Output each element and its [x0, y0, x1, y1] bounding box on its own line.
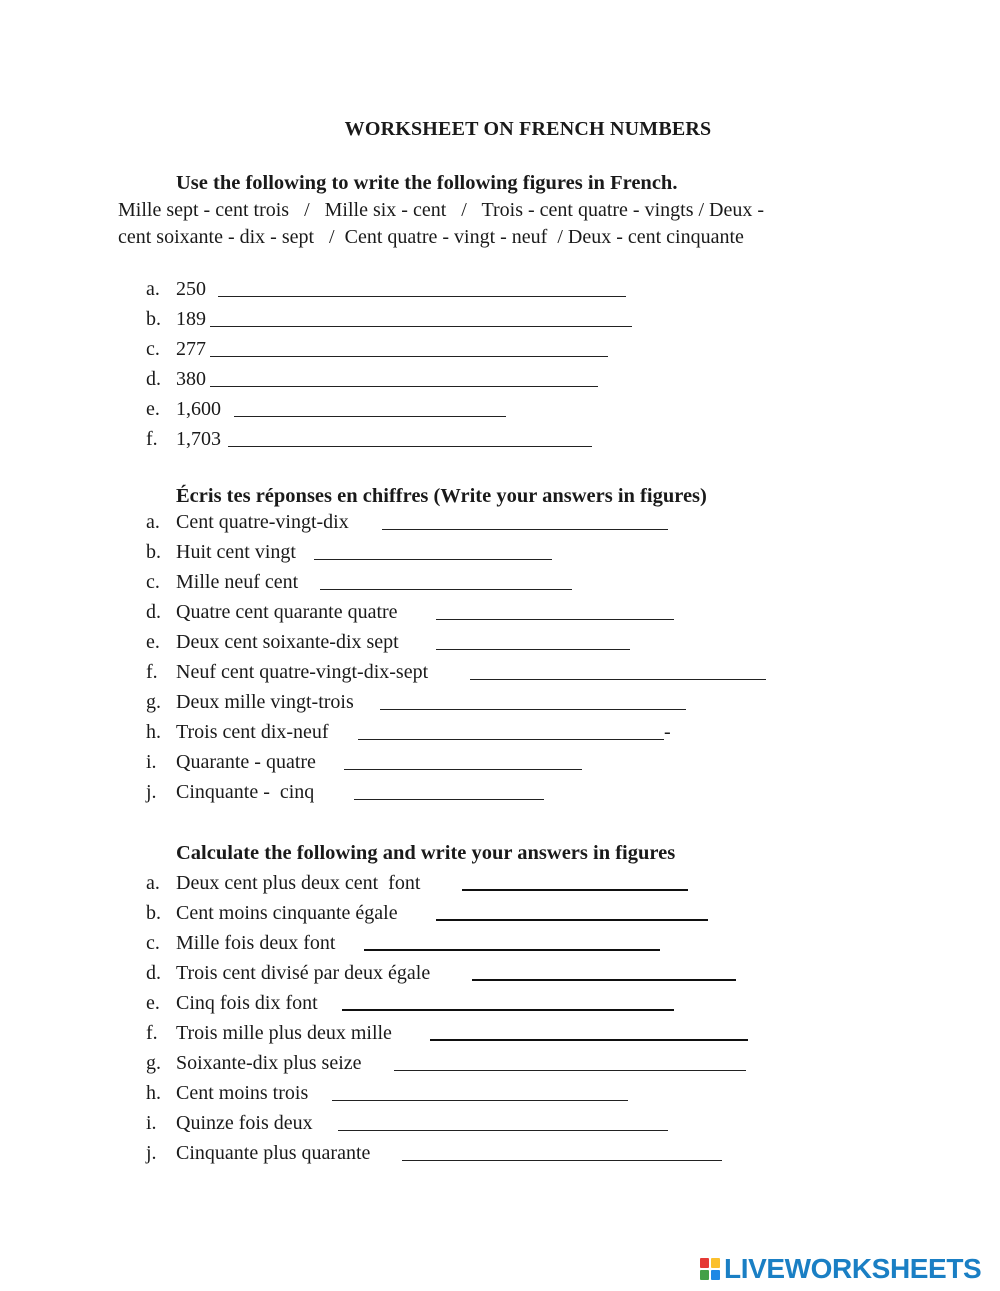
item-label: b.: [146, 308, 161, 330]
answer-line[interactable]: [234, 416, 506, 417]
item-text: Cinq fois dix font: [176, 992, 318, 1014]
section2-item: [146, 781, 315, 807]
worksheet-title: WORKSHEET ON FRENCH NUMBERS: [344, 118, 712, 140]
item-label: i.: [146, 751, 157, 773]
answer-line[interactable]: [210, 386, 598, 387]
section2-item: [146, 601, 398, 627]
item-text: 189: [176, 308, 206, 330]
logo-square-yellow: [711, 1258, 720, 1268]
item-label: j.: [146, 1142, 157, 1164]
item-text: 277: [176, 338, 206, 360]
section2-item: [146, 511, 349, 537]
section3-item: [146, 1112, 313, 1138]
section3-item: [146, 872, 421, 898]
item-text: Mille fois deux font: [176, 932, 336, 954]
item-text: Cinquante - cinq: [176, 781, 315, 803]
item-text: Neuf cent quatre-vingt-dix-sept: [176, 661, 429, 683]
logo-text: LIVEWORKSHEETS: [724, 1253, 982, 1284]
item-label: j.: [146, 781, 157, 803]
answer-line[interactable]: [228, 446, 592, 447]
item-text: Deux cent soixante-dix sept: [176, 631, 399, 653]
section3-item: [146, 1052, 362, 1078]
item-label: d.: [146, 368, 161, 390]
item-text: 1,703: [176, 428, 221, 450]
answer-line[interactable]: [358, 739, 664, 740]
item-text: Mille neuf cent: [176, 571, 299, 593]
logo-square-blue: [711, 1270, 720, 1280]
answer-line[interactable]: [430, 1039, 748, 1041]
answer-line[interactable]: [364, 949, 660, 951]
item-label: i.: [146, 1112, 157, 1134]
item-text: Trois cent divisé par deux égale: [176, 962, 431, 984]
item-text: Deux mille vingt-trois: [176, 691, 354, 713]
item-label: c.: [146, 338, 160, 360]
section3-item: [146, 1082, 309, 1108]
section2-item: [146, 541, 296, 567]
section3-item: [146, 932, 336, 958]
section3-item: [146, 1022, 392, 1048]
logo-square-green: [700, 1270, 709, 1280]
item-label: b.: [146, 902, 161, 924]
item-label: b.: [146, 541, 161, 563]
section1-item: [146, 278, 206, 304]
answer-line[interactable]: [332, 1100, 628, 1101]
item-text: Quarante - quatre: [176, 751, 316, 773]
liveworksheets-logo[interactable]: [700, 1254, 995, 1284]
item-label: e.: [146, 398, 160, 420]
item-text: Quinze fois deux: [176, 1112, 313, 1134]
item-text: Cent moins cinquante égale: [176, 902, 398, 924]
answer-line[interactable]: [210, 326, 632, 327]
item-text: Trois mille plus deux mille: [176, 1022, 392, 1044]
section2-item: [146, 691, 354, 717]
answer-line[interactable]: [436, 619, 674, 620]
item-label: f.: [146, 661, 158, 683]
item-text: Cent quatre-vingt-dix: [176, 511, 349, 533]
item-label: d.: [146, 962, 161, 984]
item-label: f.: [146, 1022, 158, 1044]
logo-square-red: [700, 1258, 709, 1268]
section3-item: [146, 902, 398, 928]
answer-line[interactable]: [436, 919, 708, 921]
answer-line[interactable]: [402, 1160, 722, 1161]
answer-line[interactable]: [342, 1009, 674, 1011]
section2-item: [146, 661, 429, 687]
section1-item: [146, 368, 206, 394]
logo-squares-icon: [700, 1258, 720, 1280]
answer-line[interactable]: [320, 589, 572, 590]
answer-line[interactable]: [436, 649, 630, 650]
item-label: a.: [146, 511, 160, 533]
section2-item: [146, 721, 671, 747]
item-label: e.: [146, 992, 160, 1014]
item-label: a.: [146, 872, 160, 894]
item-text: Trois cent dix-neuf: [176, 721, 329, 743]
item-text: 250: [176, 278, 206, 300]
answer-line[interactable]: [382, 529, 668, 530]
section3-item: [146, 992, 318, 1018]
section1-heading: Use the following to write the following figures in French.: [176, 172, 678, 194]
answer-line[interactable]: [218, 296, 626, 297]
answer-line[interactable]: [380, 709, 686, 710]
section3-item: [146, 1142, 371, 1168]
trailing-dash: -: [664, 721, 671, 743]
answer-line[interactable]: [394, 1070, 746, 1071]
answer-line[interactable]: [314, 559, 552, 560]
item-label: d.: [146, 601, 161, 623]
section1-item: [146, 398, 221, 424]
item-label: g.: [146, 1052, 161, 1074]
item-text: Quatre cent quarante quatre: [176, 601, 398, 623]
section2-item: [146, 571, 299, 597]
answer-line[interactable]: [462, 889, 688, 891]
answer-line[interactable]: [338, 1130, 668, 1131]
section3-item: [146, 962, 431, 988]
item-text: 1,600: [176, 398, 221, 420]
section1-item: [146, 308, 206, 334]
answer-line[interactable]: [470, 679, 766, 680]
section2-item: [146, 751, 316, 777]
item-label: c.: [146, 571, 160, 593]
answer-line[interactable]: [472, 979, 736, 981]
section1-item: [146, 428, 221, 454]
section2-item: [146, 631, 399, 657]
item-text: Cent moins trois: [176, 1082, 309, 1104]
answer-line[interactable]: [210, 356, 608, 357]
item-text: Deux cent plus deux cent font: [176, 872, 421, 894]
answer-line[interactable]: [344, 769, 582, 770]
answer-line[interactable]: [354, 799, 544, 800]
item-label: c.: [146, 932, 160, 954]
item-label: e.: [146, 631, 160, 653]
section1-item: [146, 338, 206, 364]
section2-heading: Écris tes réponses en chiffres (Write your answers in figures): [176, 485, 707, 507]
item-text: Huit cent vingt: [176, 541, 296, 563]
item-text: Cinquante plus quarante: [176, 1142, 371, 1164]
item-text: 380: [176, 368, 206, 390]
word-bank-line-2: cent soixante - dix - sept / Cent quatre - vingt - neuf / Deux - cent cinquante: [118, 226, 744, 248]
section3-heading: Calculate the following and write your answers in figures: [176, 842, 676, 864]
item-label: h.: [146, 721, 161, 743]
item-label: a.: [146, 278, 160, 300]
item-text: Soixante-dix plus seize: [176, 1052, 362, 1074]
item-label: f.: [146, 428, 158, 450]
item-label: g.: [146, 691, 161, 713]
word-bank-line-1: Mille sept - cent trois / Mille six - cent / Trois - cent quatre - vingts / Deux -: [118, 199, 765, 221]
item-label: h.: [146, 1082, 161, 1104]
